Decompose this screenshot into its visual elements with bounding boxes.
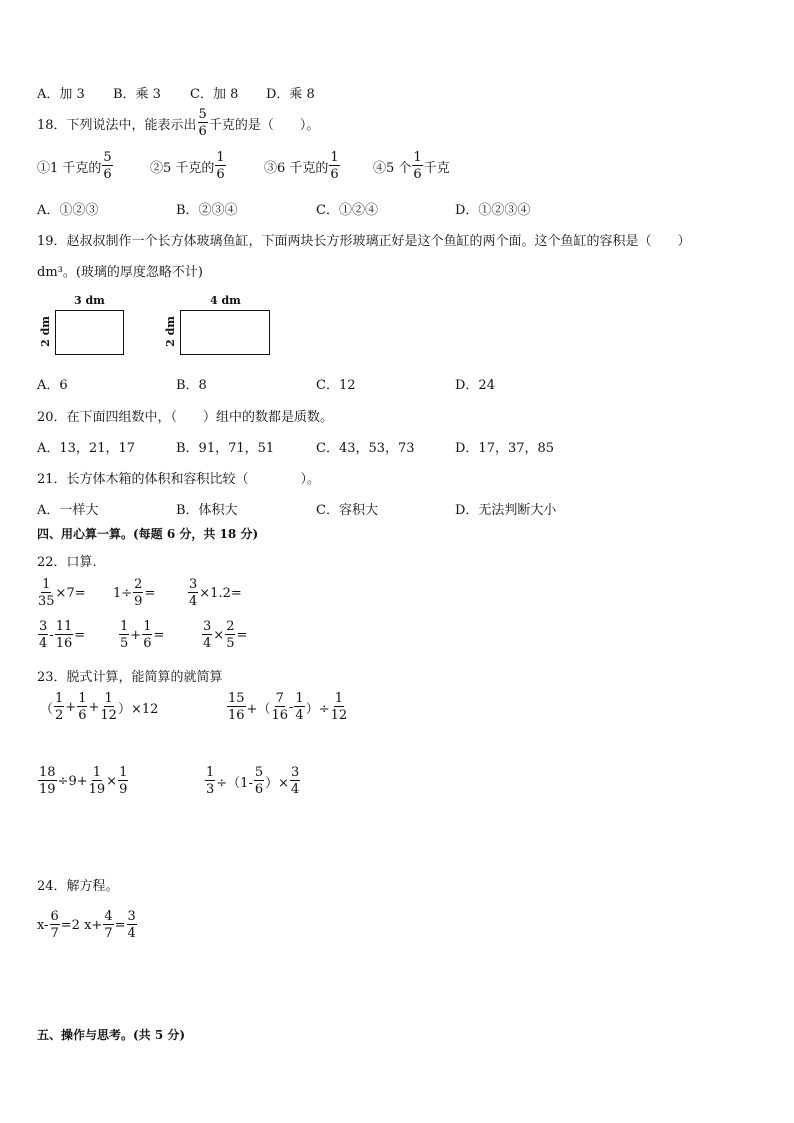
option-a: A．一样大 xyxy=(37,503,99,518)
q22-expr-2: 1÷ $\frac{2}{9}$ = xyxy=(113,577,156,609)
q24-question: 24．解方程。 xyxy=(37,879,119,894)
option-d: D．24 xyxy=(455,378,495,393)
q19-question: 19．赵叔叔制作一个长方体玻璃鱼缸，下面两块长方形玻璃正好是这个鱼缸的两个面。这个鱼缸的容积是（ ） xyxy=(37,234,691,249)
option-b: B．乘 3 xyxy=(113,87,161,102)
q18-item-3: ③6 千克的 $\frac{1}{6}$ xyxy=(264,150,339,182)
glass-rect-2 xyxy=(180,310,270,355)
fraction: $\frac{5}{6}$ xyxy=(198,107,207,139)
q22-expr-5: $\frac{1}{5}$ + $\frac{1}{6}$ = xyxy=(120,619,165,651)
q19-options xyxy=(37,374,495,393)
option-a: A．①②③ xyxy=(37,203,99,218)
option-a: A．13，21，17 xyxy=(37,441,136,456)
q23-expr-a: （ $\frac{1}{2}$ + $\frac{1}{6}$ + $\frac{1}{12}$ ）×12 xyxy=(40,691,159,723)
q23-expr-d: $\frac{1}{3}$ ÷（1- $\frac{5}{6}$ ）× $\frac{3}{4}$ xyxy=(206,765,300,797)
rect1-side-label: 2 dm xyxy=(38,316,52,347)
option-c: C．①②④ xyxy=(316,203,378,218)
q18-item-2: ②5 千克的 $\frac{1}{6}$ xyxy=(150,150,225,182)
q23-expr-c: $\frac{18}{19}$ ÷9+ $\frac{1}{19}$ × $\frac{1}{9}$ xyxy=(39,765,128,797)
option-b: B．②③④ xyxy=(176,203,238,218)
option-b: B．91，71，51 xyxy=(176,441,275,456)
option-d: D．无法判断大小 xyxy=(455,503,557,518)
q19-question-cont: dm³。(玻璃的厚度忽略不计) xyxy=(37,265,204,280)
option-a: A．6 xyxy=(37,378,68,393)
option-d: D．乘 8 xyxy=(266,87,315,102)
q20-question: 20．在下面四组数中，（ ）组中的数都是质数。 xyxy=(37,410,334,425)
q18-question xyxy=(37,108,319,138)
q18-items xyxy=(37,151,450,181)
section-5-heading: 五、操作与思考。(共 5 分) xyxy=(37,1028,186,1042)
q21-question: 21．长方体木箱的体积和容积比较（ ）。 xyxy=(37,472,321,487)
q18-item-4: ④5 个 $\frac{1}{6}$ 千克 xyxy=(373,150,450,182)
q24-equation: x- $\frac{6}{7}$ =2 x+ $\frac{4}{7}$ = $\frac{3}{4}$ xyxy=(37,909,136,941)
q18-prefix: 18．下列说法中，能表示出 xyxy=(37,117,197,133)
rect1-top-label: 3 dm xyxy=(74,294,105,307)
option-c: C．12 xyxy=(316,378,356,393)
q22-expr-1: $\frac{1}{35}$ ×7= xyxy=(38,577,86,609)
option-b: B．8 xyxy=(176,378,207,393)
option-c: C．容积大 xyxy=(316,503,378,518)
q23-expr-b: $\frac{15}{16}$ +（ $\frac{7}{16}$ - $\frac{1}{4}$ ）÷ $\frac{1}{12}$ xyxy=(228,691,348,723)
q22-question: 22．口算. xyxy=(37,555,97,570)
q18-options xyxy=(37,199,530,218)
q20-options xyxy=(37,437,554,456)
q23-question: 23．脱式计算，能简算的就简算 xyxy=(37,670,223,685)
q22-expr-3: $\frac{3}{4}$ ×1.2= xyxy=(189,577,242,609)
option-a: A．加 3 xyxy=(37,87,85,102)
option-d: D．17，37，85 xyxy=(455,441,555,456)
q21-options xyxy=(37,499,556,518)
option-c: C．43，53，73 xyxy=(316,441,415,456)
glass-rect-1 xyxy=(55,310,124,355)
section-4-heading: 四、用心算一算。(每题 6 分，共 18 分) xyxy=(37,527,259,541)
q22-expr-6: $\frac{3}{4}$ × $\frac{2}{5}$ = xyxy=(203,619,248,651)
option-c: C．加 8 xyxy=(190,87,239,102)
q17-options xyxy=(37,83,315,102)
rect2-top-label: 4 dm xyxy=(210,294,241,307)
q22-expr-4: $\frac{3}{4}$ - $\frac{11}{16}$ = xyxy=(39,619,86,651)
q18-item-1: ①1 千克的 $\frac{5}{6}$ xyxy=(37,150,112,182)
option-b: B．体积大 xyxy=(176,503,238,518)
q18-suffix: 千克的是（ ）。 xyxy=(208,117,320,133)
option-d: D．①②③④ xyxy=(455,203,531,218)
rect2-side-label: 2 dm xyxy=(163,316,177,347)
